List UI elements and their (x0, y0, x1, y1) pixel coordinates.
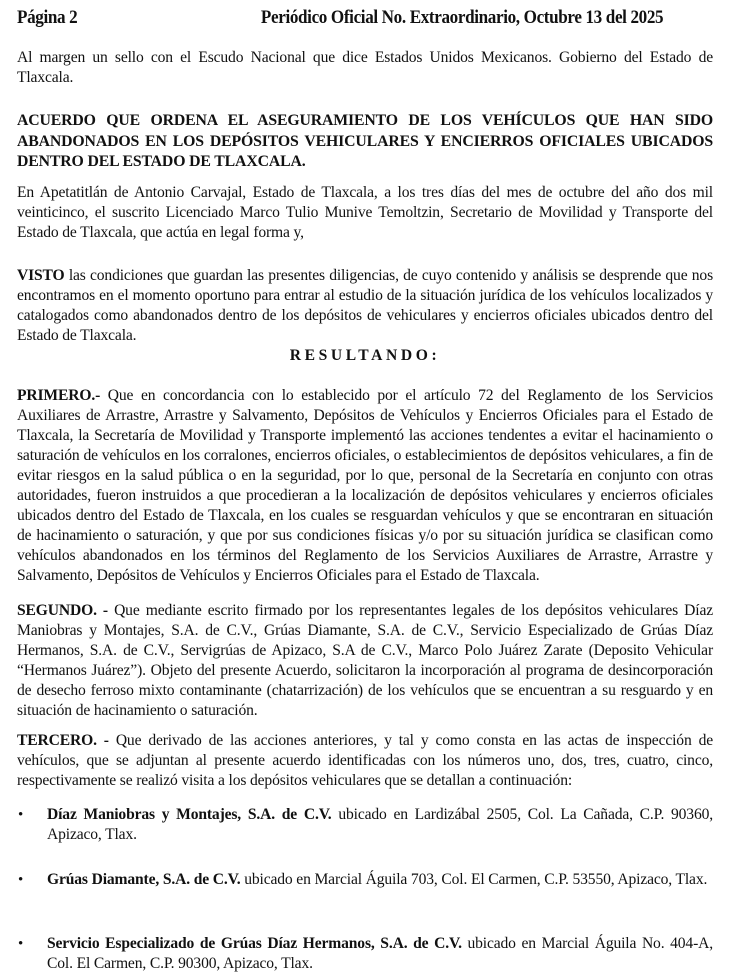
list-item (17, 805, 713, 845)
primero-text: Que en concordancia con lo establecido por el artículo 72 del Reglamento de los Servicios Auxiliares de Arrastre, Arrastre y Salvamento, Depósitos de Vehículos y Encierros Oficiales para el Estado de Tlaxcala, la Secretaría de Movilidad y Transporte implementó las acciones tendentes a evitar el hacinamiento o saturación de vehículos en los corralones, encierros oficiales, o establecimientos de depósitos vehiculares, a fin de evitar riesgos en la salud pública o en la seguridad, por lo que, personal de la Secretaría en conjunto con otras autoridades, fueron instruidos a que procedieran a la localización de depósitos vehiculares y encierros oficiales ubicados dentro del Estado de Tlaxcala, en los cuales se resguardan vehículos y que se encontraran en situación de hacinamiento o saturación, y que por sus condiciones físicas y/o por su situación jurídica se clasifican como vehículos abandonados en los términos del Reglamento de los Servicios Auxiliares de Arrastre, Arrastre y Salvamento, Depósitos de Vehículos y Encierros Oficiales para el Estado de Tlaxcala. (17, 387, 713, 584)
depot-list (17, 870, 713, 890)
tercero-text: Que derivado de las acciones anteriores, y tal y como consta en las actas de inspección de vehículos, que se adjuntan al presente acuerdo identificadas con los números uno, dos, tres, cuatro, cinco, respectivamente se realizó visita a los depósitos vehiculares que se detallan a continuación: (17, 732, 713, 789)
intro-paragraph: En Apetatitlán de Antonio Carvajal, Estado de Tlaxcala, a los tres días del mes de octubre del año dos mil veinticinco, el suscrito Licenciado Marco Tulio Munive Temoltzin, Secretario de Movilidad y Transporte del Estado de Tlaxcala, que actúa en legal forma y, (17, 184, 713, 241)
primero-lead: PRIMERO.- (17, 387, 101, 404)
tercero-paragraph (17, 731, 713, 791)
depot-name: Servicio Especializado de Grúas Díaz Hermanos, S.A. de C.V. (47, 935, 462, 952)
visto-paragraph (17, 266, 713, 346)
list-item (17, 934, 713, 974)
document-title: ACUERDO QUE ORDENA EL ASEGURAMIENTO DE LOS VEHÍCULOS QUE HAN SIDO ABANDONADOS EN LOS DEPÓSITOS VEHICULARES Y ENCIERROS OFICIALES UBICADOS DENTRO DEL ESTADO DE TLAXCALA. (17, 112, 713, 170)
primero-paragraph (17, 386, 713, 586)
page-number: Página 2 (17, 7, 78, 28)
bullet-icon: • (18, 807, 24, 823)
depot-address: ubicado en Marcial Águila No. 404-A, Col. El Carmen, C.P. 90300, Apizaco, Tlax. (47, 935, 713, 972)
visto-lead: VISTO (17, 267, 65, 284)
segundo-paragraph (17, 601, 713, 721)
list-item (17, 870, 713, 890)
depot-name: Díaz Maniobras y Montajes, S.A. de C.V. (47, 806, 332, 823)
segundo-text: Que mediante escrito firmado por los representantes legales de los depósitos vehiculares Díaz Maniobras y Montajes, S.A. de C.V., Grúas Diamante, S.A. de C.V., Servicio Especializado de Grúas Díaz Hermanos, S.A. de C.V., Servigrúas de Apizaco, S.A de C.V., Marco Polo Juárez Zarate (Deposito Vehicular “Hermanos Juárez”). Objeto del presente Acuerdo, solicitaron la incorporación al programa de desincorporación de desecho ferroso mixto contaminante (chatarrización) de los vehículos que se encuentran a su resguardo y en situación de hacinamiento o saturación. (17, 602, 713, 719)
publication-title: Periódico Oficial No. Extraordinario, Octubre 13 del 2025 (260, 7, 664, 28)
depot-list (17, 805, 713, 845)
bullet-icon: • (18, 936, 24, 952)
depot-address: ubicado en Marcial Águila 703, Col. El Carmen, C.P. 53550, Apizaco, Tlax. (240, 871, 708, 888)
visto-text: las condiciones que guardan las presentes diligencias, de cuyo contenido y análisis se desprende que nos encontramos en el momento oportuno para entrar al estudio de la situación jurídica de los vehículos localizados y catalogados como abandonados dentro de los depósitos de vehiculares y encierros oficiales ubicados dentro del Estado de Tlaxcala. (17, 267, 713, 344)
tercero-lead: TERCERO. - (17, 732, 109, 749)
depot-list (17, 934, 713, 974)
seal-note: Al margen un sello con el Escudo Nacional que dice Estados Unidos Mexicanos. Gobierno del Estado de Tlaxcala. (17, 49, 713, 86)
bullet-icon: • (18, 872, 24, 888)
depot-name: Grúas Diamante, S.A. de C.V. (47, 871, 241, 888)
depot-address: ubicado en Lardizábal 2505, Col. La Cañada, C.P. 90360, Apizaco, Tlax. (47, 806, 713, 843)
segundo-lead: SEGUNDO. - (17, 602, 108, 619)
section-heading: RESULTANDO: (289, 347, 441, 364)
